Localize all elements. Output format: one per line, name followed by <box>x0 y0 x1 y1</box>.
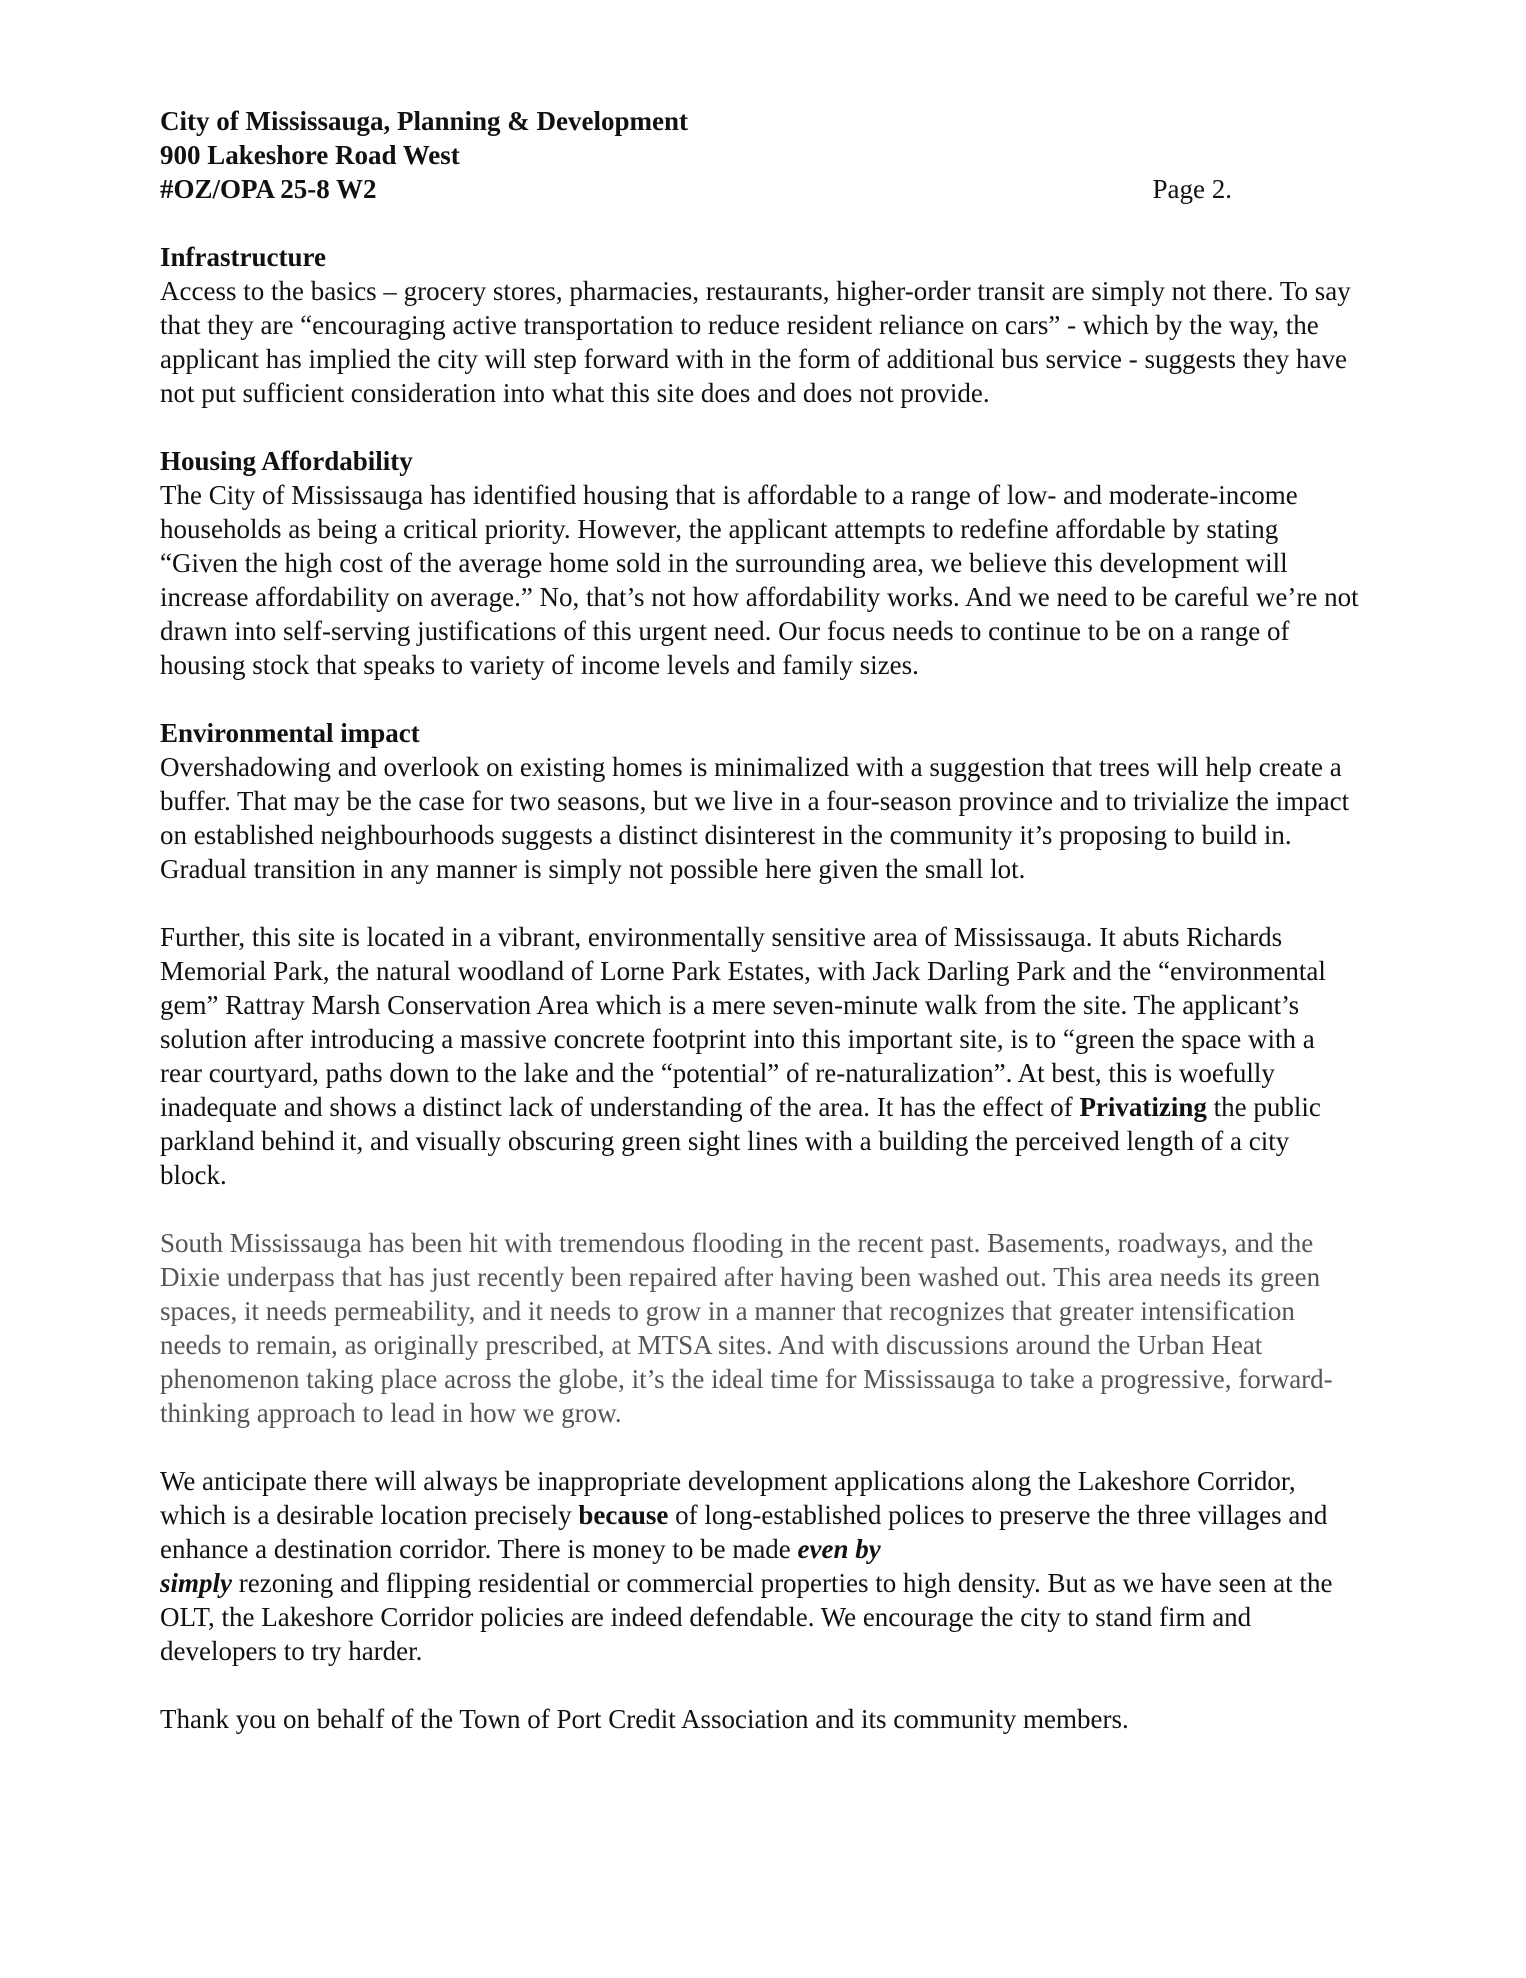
section-body: South Mississauga has been hit with tremendous flooding in the recent past. Basements, roadways, and the Dixie underpass that has just recently been repaired after having been washed out. This area needs its green spaces, it needs permeability, and it needs to grow in a manner that recognizes that greater intensification needs to remain, as originally prescribed, at MTSA sites. And with discussions around the Urban Heat phenomenon taking place across the globe, it’s the ideal time for Mississauga to take a progressive, forward-thinking approach to lead in how we grow. <box>160 1228 1333 1428</box>
section-heading: Housing Affordability <box>160 446 413 476</box>
page-number: Page 2. <box>1152 174 1232 204</box>
emphasis-bold: because <box>578 1500 669 1530</box>
thank-you-paragraph: Thank you on behalf of the Town of Port Credit Association and its community members. <box>160 1704 1129 1734</box>
header-file-number: #OZ/OPA 25-8 W2 <box>160 174 377 204</box>
text-run: the public parkland behind it, and visually obscuring green sight lines with a building the perceived length of a city block. <box>160 1092 1321 1190</box>
emphasis-bold: Privatizing <box>1079 1092 1207 1122</box>
section-infrastructure <box>160 240 1360 410</box>
section-housing-affordability <box>160 444 1360 682</box>
letter-header <box>160 104 1360 206</box>
section-body: Overshadowing and overlook on existing homes is minimalized with a suggestion that trees will help create a buffer. That may be the case for two seasons, but we live in a four-season province and to trivialize the impact on established neighbourhoods suggests a distinct disinterest in the community it’s proposing to build in. Gradual transition in any manner is simply not possible here given the small lot. <box>160 752 1350 884</box>
text-run: rezoning and flipping residential or commercial properties to high density. But as we have seen at the OLT, the Lakeshore Corridor policies are indeed defendable. We encourage the city to stand firm and developers to try harder. <box>160 1568 1333 1666</box>
section-environmental-impact <box>160 716 1360 1430</box>
section-body <box>160 920 1360 1192</box>
section-body: Access to the basics – grocery stores, pharmacies, restaurants, higher-order transit are simply not there. To say that they are “encouraging active transportation to reduce resident reliance on cars” - which by the way, the applicant has implied the city will step forward with in the form of additional bus service - suggests they have not put sufficient consideration into what this site does and does not provide. <box>160 276 1351 408</box>
section-body: The City of Mississauga has identified housing that is affordable to a range of low- and moderate-income households as being a critical priority. However, the applicant attempts to redefine affordable by stating “Given the high cost of the average home sold in the surrounding area, we believe this development will increase affordability on average.” No, that’s not how affordability works. And we need to be careful we’re not drawn into self-serving justifications of this urgent need. Our focus needs to continue to be on a range of housing stock that speaks to variety of income levels and family sizes. <box>160 480 1359 680</box>
text-run: Further, this site is located in a vibrant, environmentally sensitive area of Mississauga. It abuts Richards Memorial Park, the natural woodland of Lorne Park Estates, with Jack Darling Park and the “environmental gem” Rattray Marsh Conservation Area which is a mere seven-minute walk from the site. The applicant’s solution after introducing a massive concrete footprint into this important site, is to “green the space with a rear courtyard, paths down to the lake and the “potential” of re-naturalization”. At best, this is woefully inadequate and shows a distinct lack of understanding of the area. It has the effect of <box>160 922 1326 1122</box>
text-run: of long-established polices to preserve the three villages and enhance a destination corridor. There is money to be made <box>160 1500 1328 1564</box>
section-closing <box>160 1464 1360 1736</box>
emphasis-bold-italic: even by <box>797 1534 881 1564</box>
emphasis-bold-italic: simply <box>160 1568 232 1598</box>
letter-page <box>160 104 1360 1736</box>
header-organization: City of Mississauga, Planning & Development <box>160 106 689 136</box>
closing-paragraph <box>160 1464 1360 1668</box>
header-address: 900 Lakeshore Road West <box>160 140 460 170</box>
section-heading: Infrastructure <box>160 242 326 272</box>
section-heading: Environmental impact <box>160 718 420 748</box>
text-run: We anticipate there will always be inappropriate development applications along the Lakeshore Corridor, which is a desirable location precisely <box>160 1466 1296 1530</box>
